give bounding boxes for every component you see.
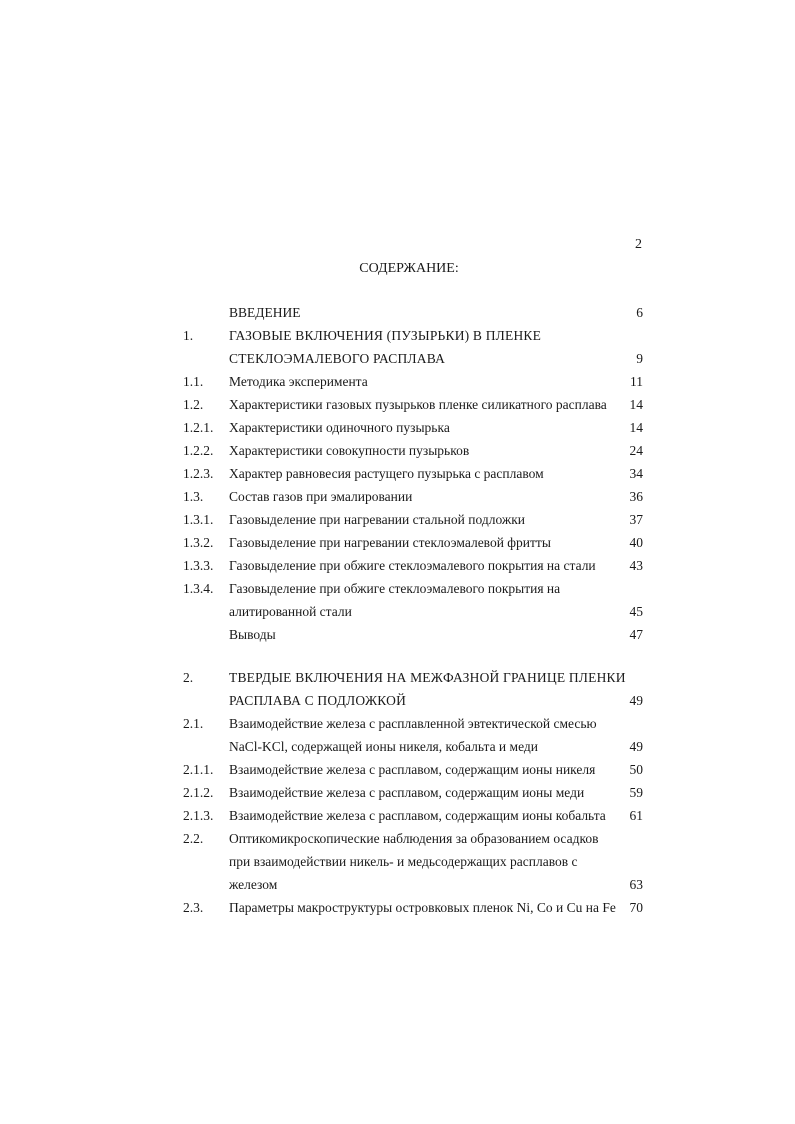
toc-entry (183, 554, 645, 577)
toc-entry-page: 70 (629, 900, 643, 915)
toc-entry-title: Взаимодействие железа с расплавом, содержащим ионы никеля (229, 762, 596, 777)
toc-entry (183, 781, 645, 804)
toc-entry (183, 324, 645, 347)
toc-entry-title: Параметры макроструктуры островковых пленок Ni, Co и Cu на Fe (229, 900, 616, 915)
toc-entry-title: Характеристики одиночного пузырька (229, 420, 450, 435)
toc-entry-number: 1.1. (183, 374, 204, 389)
toc-entry-page: 49 (629, 739, 643, 754)
toc-entry (183, 462, 645, 485)
toc-entry (183, 393, 645, 416)
toc-entry-number: 1.2.1. (183, 420, 214, 435)
toc-entry-number: 2.1. (183, 716, 204, 731)
toc-entry-title: NaCl-KCl, содержащей ионы никеля, кобальта и меди (229, 739, 538, 754)
toc-entry-title: ТВЕРДЫЕ ВКЛЮЧЕНИЯ НА МЕЖФАЗНОЙ ГРАНИЦЕ ПЛЕНКИ (229, 670, 626, 685)
toc-entry-page: 63 (629, 877, 643, 892)
toc-entry (183, 873, 645, 896)
toc-entry-page: 59 (629, 785, 643, 800)
toc-entry (183, 577, 645, 600)
toc-entry (183, 758, 645, 781)
toc-entry-title: Методика эксперимента (229, 374, 368, 389)
toc-entry (183, 347, 645, 370)
toc-entry-page: 9 (636, 351, 643, 366)
toc-entry-title: Взаимодействие железа с расплавом, содержащим ионы меди (229, 785, 585, 800)
toc-entry (183, 531, 645, 554)
toc-entry (183, 735, 645, 758)
toc-entry-title: при взаимодействии никель- и медьсодержащих расплавов с (229, 854, 578, 869)
toc-entry-number: 1.2. (183, 397, 204, 412)
toc-entry-page: 37 (629, 512, 643, 527)
toc-entry-page: 43 (629, 558, 643, 573)
toc-entry-title: Характеристики совокупности пузырьков (229, 443, 470, 458)
toc-entry-title: ВВЕДЕНИЕ (229, 305, 301, 320)
toc-entry-title: ГАЗОВЫЕ ВКЛЮЧЕНИЯ (ПУЗЫРЬКИ) В ПЛЕНКЕ (229, 328, 542, 343)
toc-entry-number: 1.2.2. (183, 443, 214, 458)
toc-entry (183, 896, 645, 919)
toc-title: СОДЕРЖАНИЕ: (359, 261, 459, 276)
toc-entry-number: 1.3.4. (183, 581, 214, 596)
toc-entry-title: железом (229, 877, 278, 892)
toc-entry-page: 49 (629, 693, 643, 708)
toc-entry-number: 2.2. (183, 831, 204, 846)
toc-entry-number: 1.3. (183, 489, 204, 504)
toc-entry (183, 508, 645, 531)
table-of-contents (183, 301, 645, 919)
toc-entry-title: Характер равновесия растущего пузырька с расплавом (229, 466, 544, 481)
toc-entry-title: Оптикомикроскопические наблюдения за образованием осадков (229, 831, 599, 846)
toc-entry-number: 1.3.1. (183, 512, 214, 527)
toc-entry (183, 689, 645, 712)
toc-entry-page: 40 (629, 535, 643, 550)
toc-entry (183, 301, 645, 324)
toc-entry-number: 2.3. (183, 900, 204, 915)
toc-entry-page: 6 (636, 305, 643, 320)
toc-entry-title: РАСПЛАВА С ПОДЛОЖКОЙ (229, 693, 407, 708)
toc-entry-title: Газовыделение при обжиге стеклоэмалевого покрытия на (229, 581, 561, 596)
toc-entry-title: Выводы (229, 627, 276, 642)
toc-entry (183, 804, 645, 827)
toc-entry (183, 850, 645, 873)
toc-entry-page: 14 (629, 420, 643, 435)
toc-entry-page: 47 (629, 627, 643, 642)
toc-entry (183, 416, 645, 439)
toc-entry-title: Газовыделение при обжиге стеклоэмалевого покрытия на стали (229, 558, 596, 573)
toc-entry-page: 45 (629, 604, 643, 619)
toc-entry-page: 11 (630, 374, 643, 389)
toc-entry-title: Газовыделение при нагревании стеклоэмалевой фритты (229, 535, 551, 550)
toc-entry (183, 600, 645, 623)
toc-entry-number: 2. (183, 670, 194, 685)
toc-entry-number: 2.1.1. (183, 762, 214, 777)
toc-entry (183, 439, 645, 462)
toc-entry-page: 34 (629, 466, 643, 481)
toc-entry-title: СТЕКЛОЭМАЛЕВОГО РАСПЛАВА (229, 351, 446, 366)
toc-entry-title: алитированной стали (229, 604, 352, 619)
toc-entry-title: Газовыделение при нагревании стальной подложки (229, 512, 525, 527)
toc-entry (183, 623, 645, 646)
toc-entry-page: 14 (629, 397, 643, 412)
toc-entry-number: 1. (183, 328, 194, 343)
toc-entry (183, 827, 645, 850)
toc-entry-page: 50 (629, 762, 643, 777)
toc-entry-page: 24 (629, 443, 643, 458)
toc-entry-number: 1.3.3. (183, 558, 214, 573)
toc-entry (183, 666, 645, 689)
toc-entry-title: Взаимодействие железа с расплавом, содержащим ионы кобальта (229, 808, 606, 823)
toc-entry (183, 712, 645, 735)
toc-entry (183, 485, 645, 508)
toc-entry-number: 2.1.2. (183, 785, 214, 800)
toc-entry-title: Характеристики газовых пузырьков пленке силикатного расплава (229, 397, 607, 412)
toc-entry-number: 1.2.3. (183, 466, 214, 481)
toc-entry-page: 61 (629, 808, 643, 823)
page-number: 2 (635, 237, 642, 252)
toc-entry-number: 1.3.2. (183, 535, 214, 550)
toc-entry-title: Состав газов при эмалировании (229, 489, 413, 504)
toc-entry (183, 370, 645, 393)
toc-entry-page: 36 (629, 489, 643, 504)
toc-entry-number: 2.1.3. (183, 808, 214, 823)
toc-entry-title: Взаимодействие железа с расплавленной эвтектической смесью (229, 716, 597, 731)
